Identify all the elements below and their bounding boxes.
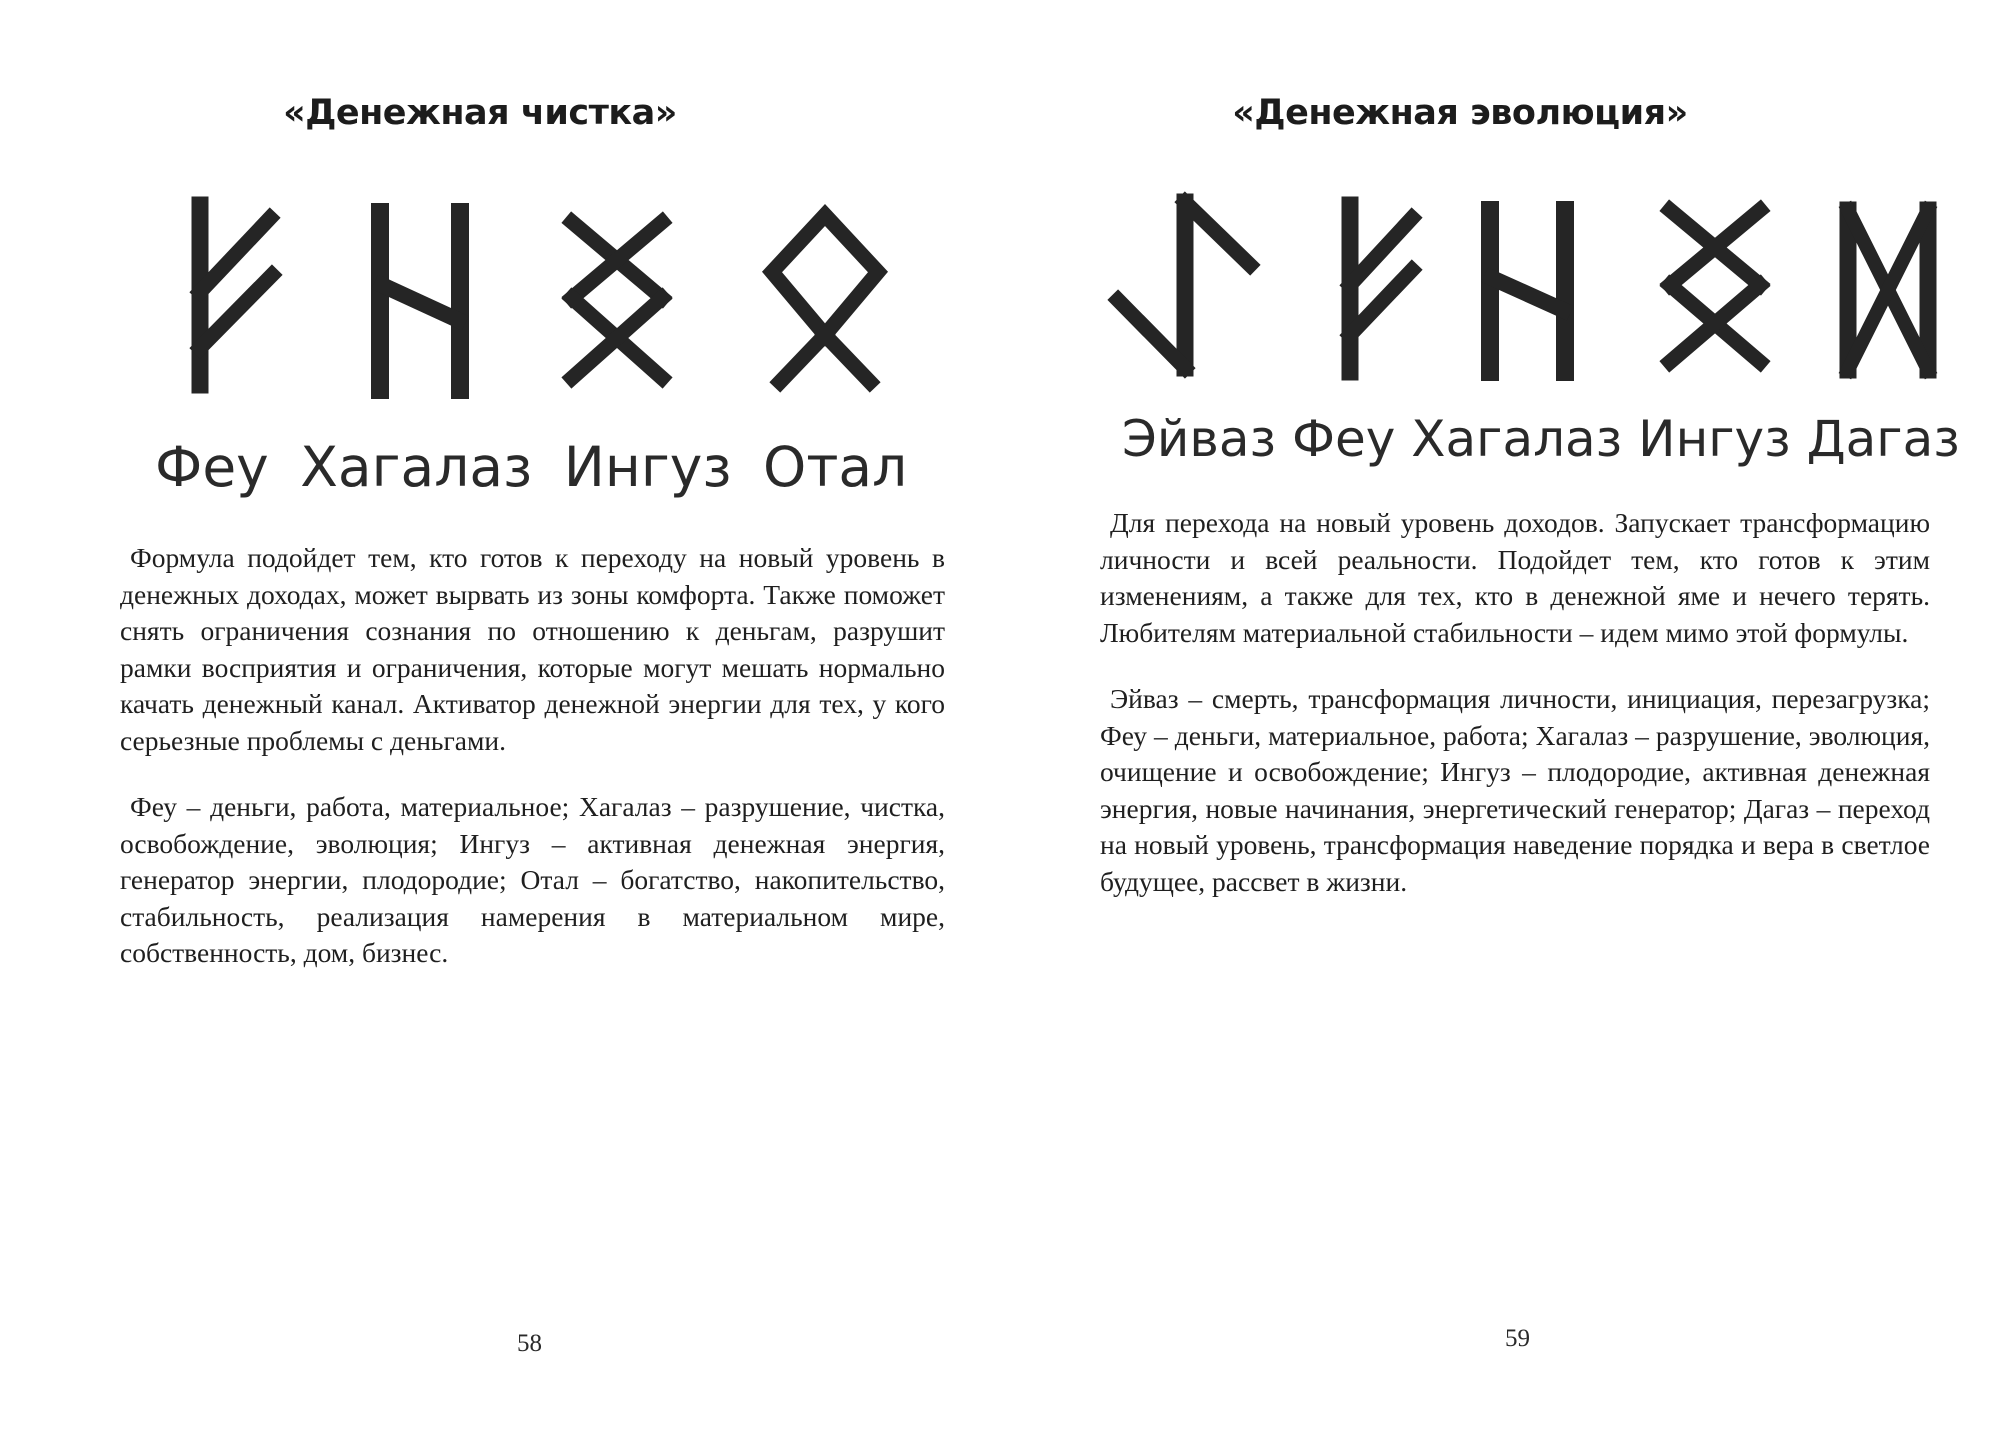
- body-text: [1100, 505, 1930, 900]
- rune-formula: [1000, 0, 2000, 420]
- dagaz-rune-icon: [1848, 210, 1928, 370]
- page-title: «Денежная чистка»: [283, 93, 677, 133]
- ingwaz-rune-icon: [1670, 210, 1760, 362]
- rune-names-caption: Феу Хагалаз Ингуз Отал: [155, 435, 908, 499]
- page-number: 58: [517, 1330, 542, 1357]
- fehu-rune-icon: [200, 205, 272, 385]
- page-title: «Денежная эволюция»: [1232, 93, 1688, 133]
- othala-rune-icon: [772, 215, 878, 382]
- paragraph-description: Для перехода на новый уровень доходов. Запускает трансформацию личности и всей реальности. Подойдет тем, кто готов к этим изменениям, а также для тех, кто в денежной яме и нечего терять. Любителям материальной стабильности – идем мимо этой формулы.: [1100, 507, 1930, 648]
- paragraph-rune-meanings: Феу – деньги, работа, материальное; Хагалаз – разрушение, чистка, освобождение, эволюция; Ингуз – активная денежная энергия, генератор энергии, плодородие; Отал – богатство, накопительство, стабильность, реализация намерения в материальном мире, собственность, дом, бизнес.: [120, 791, 945, 968]
- fehu-rune-icon: [1350, 205, 1412, 372]
- hagalaz-rune-icon: [1490, 210, 1565, 372]
- page-number: 59: [1505, 1325, 1530, 1352]
- hagalaz-rune-icon: [380, 212, 460, 390]
- paragraph-rune-meanings: Эйваз – смерть, трансформация личности, инициация, перезагрузка; Феу – деньги, материальное, работа; Хагалаз – разрушение, эволюция, очищение и освобождение; Ингуз – плодородие, активная денежная энергия, новые начинания, энергетический генератор; Дагаз – переход на новый уровень, трансформация наведение порядка и вера в светлое будущее, рассвет в жизни.: [1100, 683, 1930, 897]
- rune-formula: [0, 0, 1000, 420]
- right-page: [1000, 0, 2000, 1452]
- rune-names-caption: Эйваз Феу Хагалаз Ингуз Дагаз: [1122, 410, 1960, 468]
- paragraph-description: Формула подойдет тем, кто готов к переходу на новый уровень в денежных доходах, может вырвать из зоны комфорта. Также поможет снять ограничения сознания по отношению к деньгам, разрушит рамки восприятия и ограничения, которые могут мешать нормально качать денежный канал. Активатор денежной энергии для тех, у кого серьезные проблемы с деньгами.: [120, 542, 945, 756]
- body-text: [120, 540, 945, 972]
- ingwaz-rune-icon: [572, 222, 662, 378]
- eihwaz-rune-icon: [1118, 202, 1250, 368]
